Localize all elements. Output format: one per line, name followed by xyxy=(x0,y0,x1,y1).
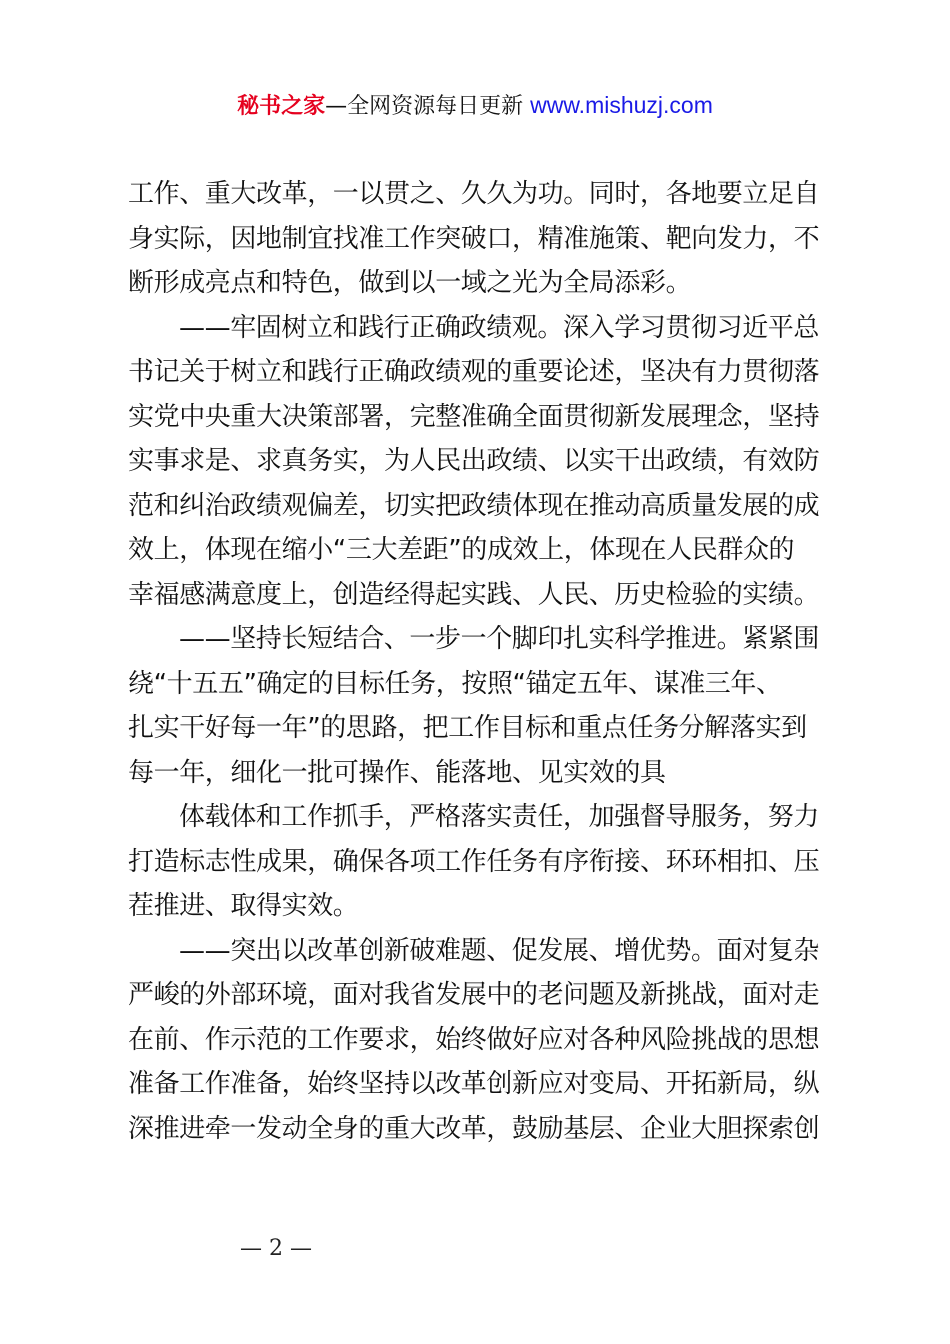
text-line: 效上，体现在缩小“三大差距”的成效上，体现在人民群众的 xyxy=(128,535,795,565)
site-url-link[interactable]: www.mishuzj.com xyxy=(530,92,713,118)
text-line: 幸福感满意度上，创造经得起实践、人民、历史检验的实绩。 xyxy=(128,579,820,610)
text-line: ——坚持长短结合、一步一个脚印扎实科学推进。紧紧围 xyxy=(179,624,820,654)
text-line: ——突出以改革创新破难题、促发展、增优势。面对复杂 xyxy=(179,935,820,966)
text-line: 打造标志性成果，确保各项工作任务有序衔接、环环相扣、压 xyxy=(128,846,820,877)
text-line: 体载体和工作抓手，严格落实责任，加强督导服务，努力 xyxy=(179,802,820,832)
text-line: 深推进牵一发动全身的重大改革，鼓励基层、企业大胆探索创 xyxy=(128,1113,820,1144)
brand-name: 秘书之家 xyxy=(237,94,326,119)
text-line: 身实际，因地制宜找准工作突破口，精准施策、靶向发力，不 xyxy=(128,223,820,254)
page-number: — 2 — xyxy=(240,1236,312,1261)
header-tagline: —全网资源每日更新 xyxy=(325,94,531,119)
text-line: 准备工作准备，始终坚持以改革创新应对变局、开拓新局，纵 xyxy=(128,1069,820,1099)
text-line: 严峻的外部环境，面对我省发展中的老问题及新挑战，面对走 xyxy=(128,980,820,1010)
text-line: 范和纠治政绩观偏差，切实把政绩体现在推动高质量发展的成 xyxy=(128,490,820,521)
text-line: 书记关于树立和践行正确政绩观的重要论述，坚决有力贯彻落 xyxy=(128,357,820,387)
text-line: ——牢固树立和践行正确政绩观。深入学习贯彻习近平总 xyxy=(179,312,820,343)
text-line: 实党中央重大决策部署，完整准确全面贯彻新发展理念，坚持 xyxy=(128,401,820,432)
text-line: 实事求是、求真务实，为人民出政绩、以实干出政绩，有效防 xyxy=(128,446,820,476)
text-line: 在前、作示范的工作要求，始终做好应对各种风险挑战的思想 xyxy=(128,1024,820,1055)
page-header xyxy=(0,88,950,124)
text-line: 扎实干好每一年”的思路，把工作目标和重点任务分解落实到 xyxy=(128,713,807,743)
document-body xyxy=(128,172,833,1151)
text-line: 断形成亮点和特色，做到以一域之光为全局添彩。 xyxy=(128,268,692,298)
text-line: 茬推进、取得实效。 xyxy=(128,891,359,921)
text-line: 工作、重大改革，一以贯之、久久为功。同时，各地要立足自 xyxy=(128,179,820,209)
text-line: 每一年，细化一批可操作、能落地、见实效的具 xyxy=(128,757,666,788)
text-line: 绕“十五五”确定的目标任务，按照“锚定五年、谋准三年、 xyxy=(128,668,782,699)
